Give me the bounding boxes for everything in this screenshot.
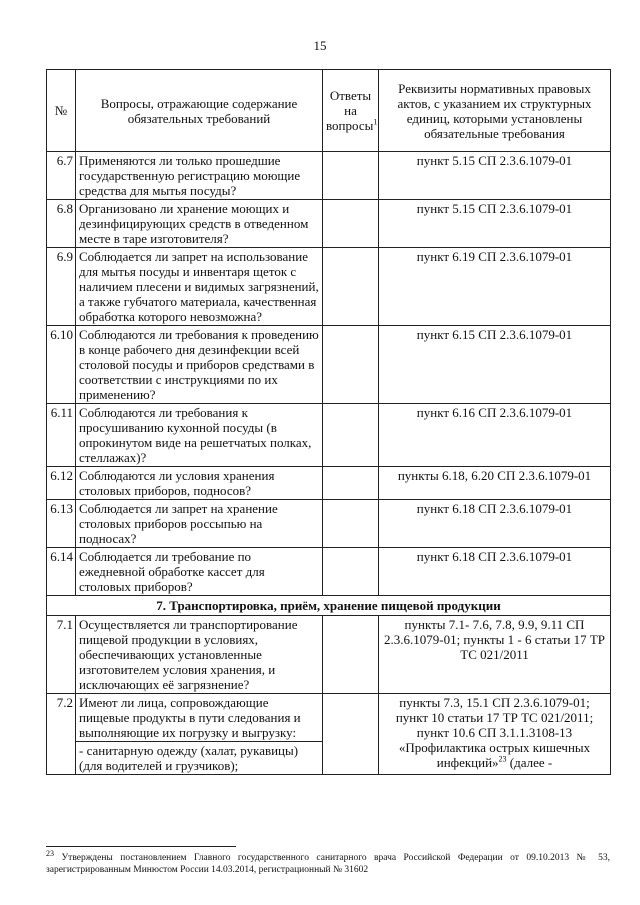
- row-num: 6.11: [47, 404, 76, 467]
- row-ref: пункт 6.19 СП 2.3.6.1079-01: [379, 248, 611, 326]
- row-num: 7.2: [47, 694, 76, 775]
- row-question: Соблюдаются ли условия хранения столовых приборов, подносов?: [76, 467, 323, 500]
- row-num: 6.13: [47, 500, 76, 548]
- row-ref: пункт 5.15 СП 2.3.6.1079-01: [379, 152, 611, 200]
- header-num: №: [47, 70, 76, 152]
- row-answer[interactable]: [323, 616, 379, 694]
- table-row: [47, 467, 611, 500]
- row-answer[interactable]: [323, 326, 379, 404]
- footnote: $^{23}$ Утверждены постановлением Главного государственного санитарного врача Российской Федерации от 09.10.2013 № 53, зарегистрированным Минюстом России 14.03.2014, регистрационный № 31602: [46, 848, 610, 875]
- row-answer[interactable]: [323, 248, 379, 326]
- row-num: 6.14: [47, 548, 76, 596]
- row-question: Имеют ли лица, сопровождающие пищевые продукты в пути следования и выполняющие их погрузку и выгрузку:: [76, 694, 323, 742]
- row-question: Соблюдается ли требование по ежедневной обработке кассет для столовых приборов?: [76, 548, 323, 596]
- table-row: [47, 694, 611, 742]
- row-question: Соблюдается ли запрет на использование для мытья посуды и инвентаря щеток с наличием плесени и видимых загрязнений, а также губчатого материала, качественная обработка которого невозможна?: [76, 248, 323, 326]
- row-question: Соблюдаются ли требования к проведению в конце рабочего дня дезинфекции всей столовой посуды и приборов средствами в соответствии с инструкциями по их применению?: [76, 326, 323, 404]
- row-num: 6.7: [47, 152, 76, 200]
- row-answer[interactable]: [323, 200, 379, 248]
- row-answer[interactable]: [323, 548, 379, 596]
- footnote-divider: [46, 846, 236, 847]
- section-title: 7. Транспортировка, приём, хранение пищевой продукции: [47, 596, 611, 616]
- table-row: [47, 248, 611, 326]
- row-ref: пункт 6.18 СП 2.3.6.1079-01: [379, 500, 611, 548]
- table-row: [47, 326, 611, 404]
- row-answer[interactable]: [323, 500, 379, 548]
- row-ref: пункты 7.3, 15.1 СП 2.3.6.1079-01; пункт 10 статьи 17 ТР ТС 021/2011; пункт 10.6 СП 3.1.1.3108-13 «Профилактика острых кишечных инфекций»$^{23}$ (далее -: [379, 694, 611, 775]
- row-num: 6.12: [47, 467, 76, 500]
- row-ref: пункт 5.15 СП 2.3.6.1079-01: [379, 200, 611, 248]
- table-row: [47, 152, 611, 200]
- row-ref: пункты 6.18, 6.20 СП 2.3.6.1079-01: [379, 467, 611, 500]
- row-num: 7.1: [47, 616, 76, 694]
- row-ref: пункты 7.1- 7.6, 7.8, 9.9, 9.11 СП 2.3.6.1079-01; пункты 1 - 6 статьи 17 ТР ТС 021/2011: [379, 616, 611, 694]
- row-num: 6.8: [47, 200, 76, 248]
- row-question: Применяются ли только прошедшие государственную регистрацию моющие средства для мытья посуды?: [76, 152, 323, 200]
- row-num: 6.10: [47, 326, 76, 404]
- header-refs: Реквизиты нормативных правовых актов, с указанием их структурных единиц, которыми установлены обязательные требования: [379, 70, 611, 152]
- table-row: [47, 548, 611, 596]
- row-subquestion: - санитарную одежду (халат, рукавицы) (для водителей и грузчиков);: [76, 742, 323, 775]
- table-row: [47, 200, 611, 248]
- row-question: Организовано ли хранение моющих и дезинфицирующих средств в отведенном месте в таре изготовителя?: [76, 200, 323, 248]
- section-header-row: [47, 596, 611, 616]
- row-num: 6.9: [47, 248, 76, 326]
- row-ref: пункт 6.18 СП 2.3.6.1079-01: [379, 548, 611, 596]
- header-questions: Вопросы, отражающие содержание обязательных требований: [76, 70, 323, 152]
- row-answer[interactable]: [323, 404, 379, 467]
- table-row: [47, 616, 611, 694]
- table-row: [47, 500, 611, 548]
- row-question: Соблюдаются ли требования к просушиванию кухонной посуды (в опрокинутом виде на решетчатых полках, стеллажах)?: [76, 404, 323, 467]
- row-answer[interactable]: [323, 467, 379, 500]
- table-header-row: [47, 70, 611, 152]
- page-number: 15: [313, 38, 327, 53]
- row-ref: пункт 6.15 СП 2.3.6.1079-01: [379, 326, 611, 404]
- row-answer[interactable]: [323, 152, 379, 200]
- row-answer[interactable]: [323, 694, 379, 775]
- table-row: [47, 404, 611, 467]
- row-ref: пункт 6.16 СП 2.3.6.1079-01: [379, 404, 611, 467]
- header-answers: Ответы на вопросы$^1$: [323, 70, 379, 152]
- row-question: Соблюдается ли запрет на хранение столовых приборов россыпью на подносах?: [76, 500, 323, 548]
- requirements-table: [46, 69, 611, 775]
- row-question: Осуществляется ли транспортирование пищевой продукции в условиях, обеспечивающих установленные изготовителем условия хранения, и исключающих её загрязнение?: [76, 616, 323, 694]
